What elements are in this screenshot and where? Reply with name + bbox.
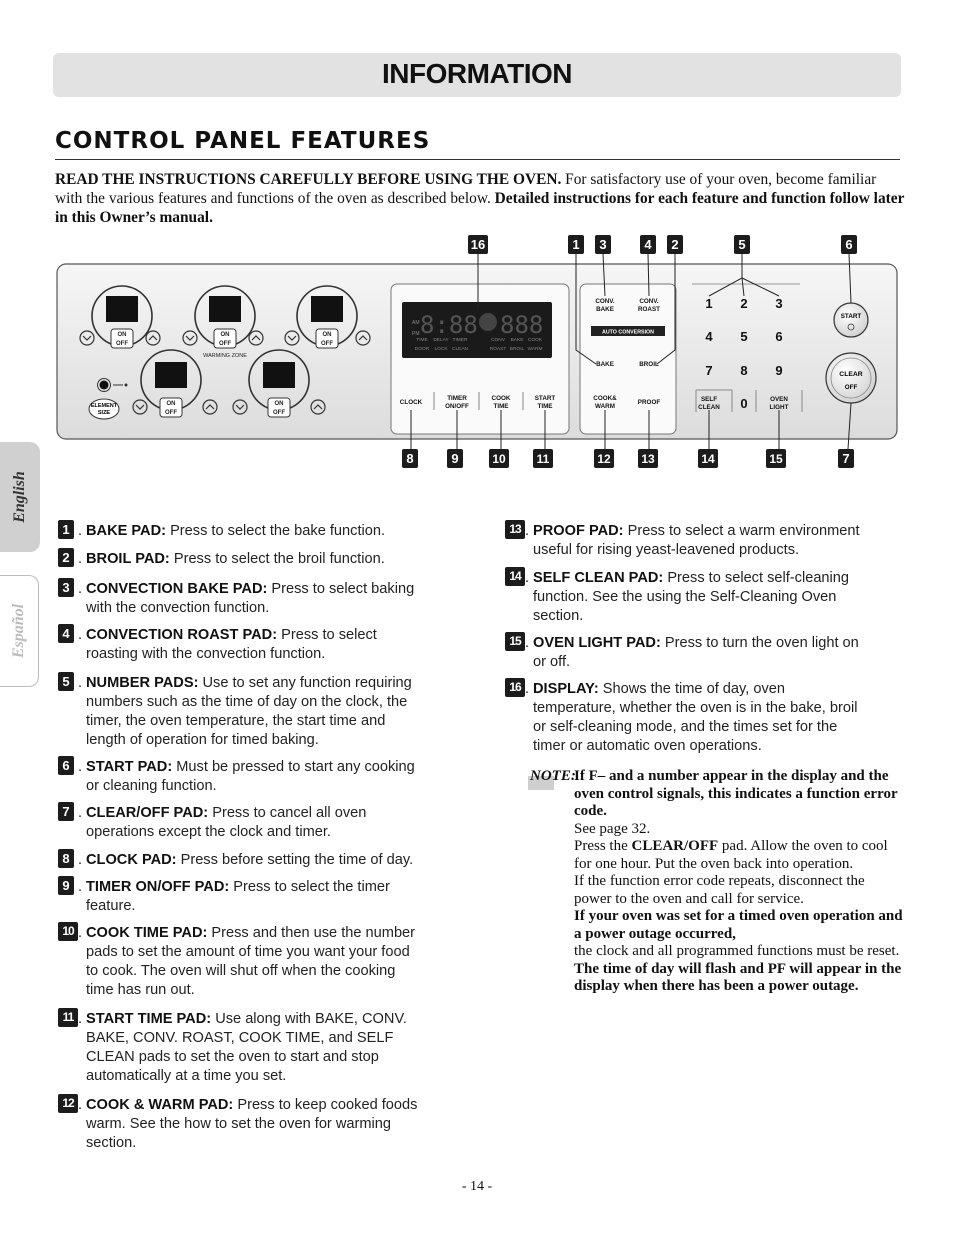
feature-number-badge: 8 [58, 849, 74, 868]
feature-line: feature. [86, 898, 136, 914]
svg-text:PM: PM [412, 331, 420, 337]
callout-6: 6 [845, 237, 853, 252]
off-button-label: OFF [844, 384, 858, 391]
note-p3b: CLEAR/OFF [631, 838, 719, 854]
callout-15: 15 [769, 452, 783, 466]
display-label-door: DOOR [414, 347, 430, 352]
callout-12: 12 [597, 452, 611, 466]
callout-10: 10 [492, 452, 506, 466]
header-title: INFORMATION [382, 58, 572, 89]
feature-number-badge: 14 [505, 567, 525, 586]
timer-pad-1[interactable]: TIMER [447, 395, 467, 402]
onoff-on-3: ON [322, 332, 332, 338]
clock-pad[interactable]: CLOCK [399, 399, 423, 406]
feature-line: operations except the clock and timer. [86, 824, 331, 840]
intro-paragraph [55, 170, 905, 227]
feature-line: Press to turn the oven light on [664, 635, 859, 651]
conv-roast-pad-2[interactable]: ROAST [637, 306, 661, 313]
feature-title: CONVECTION ROAST PAD: [86, 627, 278, 643]
key-1[interactable]: 1 [705, 296, 713, 311]
feature-line: function. See the using the Self-Cleaning Oven [533, 589, 837, 605]
feature-line: Press and then use the number [211, 925, 416, 941]
oven-display [402, 302, 552, 358]
intro-bold-1: READ THE INSTRUCTIONS CAREFULLY BEFORE USING THE OVEN. [55, 171, 562, 188]
callout-3: 3 [599, 237, 607, 252]
conv-roast-pad-1[interactable]: CONV. [639, 298, 659, 305]
onoff-off-4: OFF [165, 410, 177, 416]
callout-5: 5 [738, 237, 746, 252]
feature-line: Press to select baking [271, 581, 415, 597]
conv-bake-pad-2[interactable]: BAKE [596, 306, 614, 313]
tab-spanish[interactable] [0, 575, 39, 687]
feature-line: Press to select [281, 627, 377, 643]
feature-line: Press to select the timer [233, 879, 390, 895]
note-p1: If F– and a number appear in the display and the oven control signals, this indicates a function error code. [574, 768, 898, 819]
feature-title: START PAD: [86, 759, 173, 775]
feature-line: Press to keep cooked foods [237, 1097, 418, 1113]
timer-pad-2[interactable]: ON/OFF [445, 403, 469, 410]
feature-title: START TIME PAD: [86, 1011, 212, 1027]
note-p6: the clock and all programmed functions must be reset. [574, 943, 900, 959]
oven-light-pad-1[interactable]: OVEN [770, 396, 788, 403]
onoff-off-3: OFF [321, 341, 333, 347]
feature-line: length of operation for timed baking. [86, 732, 319, 748]
feature-line: with the convection function. [86, 600, 270, 616]
feature-line: time has run out. [86, 982, 195, 998]
note-p3a: Press the [574, 838, 632, 854]
feature-number-badge: 1 [58, 520, 74, 539]
callout-7: 7 [842, 451, 850, 466]
start-time-pad-2[interactable]: TIME [537, 403, 553, 410]
key-0[interactable]: 0 [740, 396, 748, 411]
feature-number-badge: 10 [58, 922, 78, 941]
feature-line: Press before setting the time of day. [180, 852, 414, 868]
feature-line: section. [86, 1135, 137, 1151]
control-panel-diagram [56, 230, 899, 475]
cook-time-pad-1[interactable]: COOK [491, 395, 511, 402]
feature-line: or off. [533, 654, 571, 670]
feature-line: warm. See the how to set the oven for warming [86, 1116, 391, 1132]
section-title: CONTROL PANEL FEATURES [55, 128, 431, 154]
feature-title: COOK TIME PAD: [86, 925, 208, 941]
onoff-off-5: OFF [273, 410, 285, 416]
callout-2: 2 [671, 237, 679, 252]
clear-button-label: CLEAR [839, 371, 863, 378]
feature-line: section. [533, 608, 584, 624]
feature-title: CLOCK PAD: [86, 852, 177, 868]
intro-normal: For satisfactory use of your oven, become familiar with the various features and functions of the oven as described below. [55, 171, 877, 207]
feature-line: Press to cancel all oven [212, 805, 367, 821]
display-label-cook: COOK [527, 338, 543, 343]
key-7[interactable]: 7 [705, 363, 713, 378]
feature-number-badge: 3 [58, 578, 74, 597]
feature-line: CLEAN pads to set the oven to start and stop [86, 1049, 379, 1065]
display-label-timer: TIMER [452, 338, 468, 343]
display-label-warm: WARM [527, 347, 543, 352]
feature-line: Use along with BAKE, CONV. [215, 1011, 407, 1027]
feature-line: temperature, whether the oven is in the bake, broil [533, 700, 858, 716]
start-button[interactable] [834, 303, 868, 337]
feature-title: CONVECTION BAKE PAD: [86, 581, 268, 597]
header-banner [53, 53, 901, 97]
oven-light-pad-2[interactable]: LIGHT [769, 404, 789, 411]
feature-line: Shows the time of day, oven [602, 681, 786, 697]
display-label-conv: CONV [491, 338, 505, 343]
feature-number-badge: 5 [58, 672, 74, 691]
tab-spanish-label: Español [10, 603, 27, 659]
svg-text:888: 888 [500, 311, 544, 339]
cook-time-pad-2[interactable]: TIME [493, 403, 509, 410]
callout-11: 11 [536, 452, 550, 466]
self-clean-pad-2[interactable]: CLEAN [698, 404, 720, 411]
display-label-lock: LOCK [434, 347, 448, 352]
feature-number-badge: 13 [505, 520, 525, 539]
tab-english[interactable] [0, 442, 40, 552]
warming-zone-label: WARMING ZONE [203, 353, 247, 359]
clear-off-button[interactable] [826, 353, 876, 403]
callout-1: 1 [572, 237, 580, 252]
feature-number-badge: 9 [58, 876, 74, 895]
feature-title: CLEAR/OFF PAD: [86, 805, 209, 821]
display-label-roast: ROAST [489, 347, 507, 352]
feature-title: PROOF PAD: [533, 523, 624, 539]
auto-conversion-pad[interactable]: AUTO CONVERSION [602, 329, 654, 336]
callout-14: 14 [701, 452, 715, 466]
display-label-clean: CLEAN [452, 347, 468, 352]
feature-line: pads to set the amount of time you want your food [86, 944, 410, 960]
self-clean-pad-1[interactable]: SELF [700, 396, 718, 403]
feature-number-badge: 11 [58, 1008, 78, 1027]
feature-line: roasting with the convection function. [86, 646, 326, 662]
feature-title: OVEN LIGHT PAD: [533, 635, 661, 651]
element-size-label-1: ELEMENT [90, 403, 118, 409]
onoff-on-1: ON [117, 332, 127, 338]
feature-title: BROIL PAD: [86, 551, 170, 567]
svg-text:AM: AM [412, 320, 420, 326]
key-6[interactable]: 6 [775, 329, 783, 344]
cook-warm-pad-2[interactable]: WARM [595, 403, 615, 410]
section-rule [55, 159, 900, 160]
onoff-off-1: OFF [116, 341, 128, 347]
feature-line: Press to select a warm environment [627, 523, 860, 539]
feature-line: to cook. The oven will shut off when the cooking [86, 963, 396, 979]
proof-pad[interactable]: PROOF [637, 399, 661, 406]
callout-4: 4 [644, 237, 652, 252]
feature-title: DISPLAY: [533, 681, 599, 697]
key-9[interactable]: 9 [775, 363, 783, 378]
key-8[interactable]: 8 [740, 363, 748, 378]
feature-line: or self-cleaning mode, and the times set for the [533, 719, 838, 735]
element-size-label-2: SIZE [97, 410, 111, 416]
feature-number-badge: 6 [58, 756, 74, 775]
feature-title: NUMBER PADS: [86, 675, 199, 691]
feature-title: TIMER ON/OFF PAD: [86, 879, 230, 895]
feature-number-badge: 16 [505, 678, 525, 697]
display-label-broil: BROIL [509, 347, 525, 352]
feature-line: useful for rising yeast-leavened products. [533, 542, 800, 558]
feature-title: BAKE PAD: [86, 523, 166, 539]
onoff-on-5: ON [274, 401, 284, 407]
start-button-label: START [840, 313, 862, 320]
feature-line: Press to select self-cleaning [667, 570, 850, 586]
broil-pad[interactable]: BROIL [639, 361, 659, 368]
feature-line: Must be pressed to start any cooking [176, 759, 415, 775]
feature-line: or cleaning function. [86, 778, 217, 794]
feature-number-badge: 2 [58, 548, 74, 567]
cook-warm-pad-1[interactable]: COOK& [593, 395, 617, 402]
display-label-bake: BAKE [510, 338, 524, 343]
callout-16: 16 [470, 237, 486, 252]
onoff-off-2: OFF [219, 341, 231, 347]
callout-9: 9 [451, 451, 459, 466]
feature-line: timer, the oven temperature, the start time and [86, 713, 386, 729]
key-4[interactable]: 4 [705, 329, 713, 344]
intro-bold-2: Detailed instructions for each feature and function follow later in this Owner’s manual. [55, 190, 905, 226]
feature-number-badge: 15 [505, 632, 525, 651]
tab-english-label: English [11, 471, 28, 523]
feature-line: timer or automatic oven operations. [533, 738, 762, 754]
conv-bake-pad-1[interactable]: CONV. [595, 298, 615, 305]
note-p2: See page 32. [574, 820, 651, 837]
note-p4: If the function error code repeats, disconnect the power to the oven and call for service. [574, 873, 865, 907]
note-label: NOTE: [530, 768, 576, 784]
svg-text:8:88: 8:88 [420, 311, 478, 339]
feature-line: numbers such as the time of day on the clock, the [86, 694, 408, 710]
key-3[interactable]: 3 [775, 296, 783, 311]
note-p5: If your oven was set for a timed oven operation and a power outage occurred, [574, 908, 903, 942]
callout-8: 8 [406, 451, 414, 466]
start-time-pad-1[interactable]: START [534, 395, 556, 402]
feature-line: Press to select the broil function. [173, 551, 385, 567]
key-5[interactable]: 5 [740, 329, 748, 344]
note-p3c: pad. Allow the oven to cool for one hour. Put the oven back into operation. [574, 838, 888, 872]
key-2[interactable]: 2 [740, 296, 748, 311]
feature-number-badge: 4 [58, 624, 74, 643]
feature-line: Use to set any function requiring [202, 675, 412, 691]
feature-number-badge: 12 [58, 1094, 78, 1113]
feature-line: automatically at a time you set. [86, 1068, 287, 1084]
page-number: - 14 - [461, 1179, 493, 1194]
bake-pad[interactable]: BAKE [596, 361, 614, 368]
callout-13: 13 [641, 452, 655, 466]
feature-line: BAKE, CONV. ROAST, COOK TIME, and SELF [86, 1030, 394, 1046]
onoff-on-4: ON [166, 401, 176, 407]
note-p7: The time of day will flash and PF will appear in the display when there has been a power outage. [574, 960, 902, 994]
feature-title: SELF CLEAN PAD: [533, 570, 664, 586]
onoff-on-2: ON [220, 332, 230, 338]
display-label-delay: DELAY [433, 338, 449, 343]
display-label-time: TIME [416, 338, 428, 343]
feature-line: Press to select the bake function. [170, 523, 386, 539]
feature-title: COOK & WARM PAD: [86, 1097, 234, 1113]
feature-number-badge: 7 [58, 802, 74, 821]
